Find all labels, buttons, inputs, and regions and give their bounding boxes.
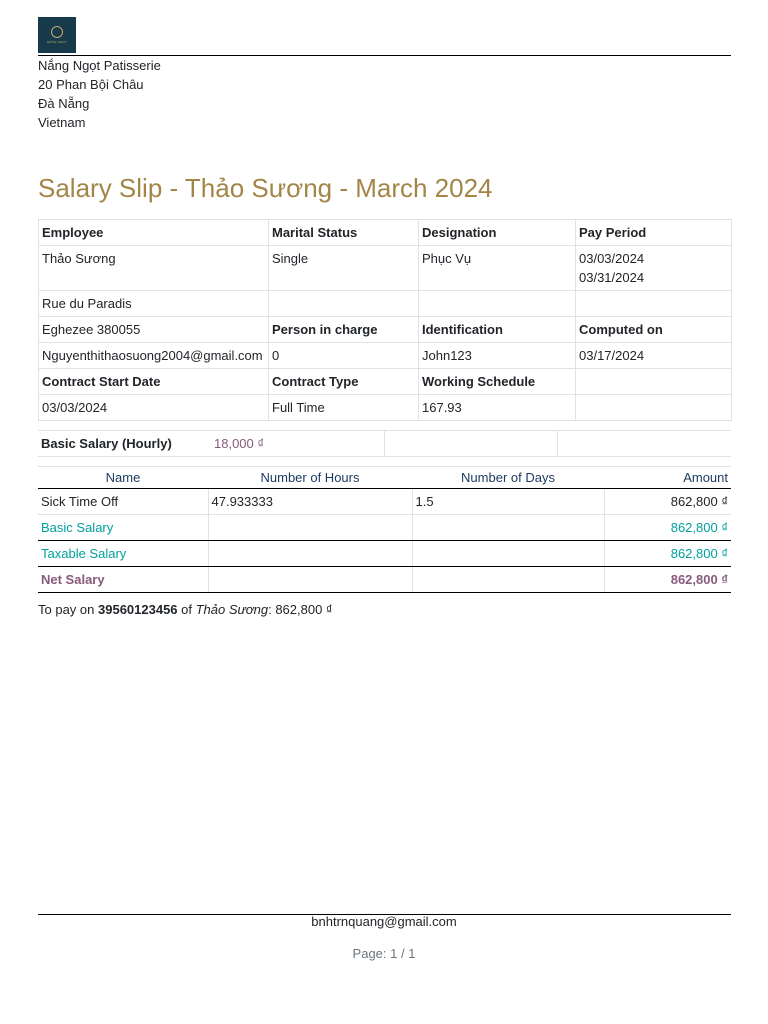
logo-text: NẮNG NGỌT [47, 40, 67, 44]
empty-cell [557, 431, 731, 457]
line-hours [208, 515, 412, 541]
salary-line-basic-salary [38, 515, 731, 541]
working-schedule-label: Working Schedule [419, 369, 576, 395]
line-days [412, 567, 604, 593]
info-row [39, 246, 732, 291]
computed-on-value: 03/17/2024 [576, 343, 732, 369]
salary-line-taxable-salary [38, 541, 731, 567]
employee-city: Eghezee 380055 [39, 317, 269, 343]
employee-label: Employee [39, 220, 269, 246]
line-amount: 862,800 ₫ [604, 567, 731, 593]
pay-period-label: Pay Period [576, 220, 732, 246]
empty-cell [384, 431, 557, 457]
line-amount: 862,800 ₫ [604, 541, 731, 567]
empty-cell [576, 395, 732, 421]
column-header-days: Number of Days [412, 467, 604, 489]
info-row [39, 395, 732, 421]
to-pay-prefix: To pay on [38, 602, 98, 617]
company-logo [38, 17, 76, 53]
company-city: Đà Nẵng [38, 96, 90, 111]
to-pay-amount: 862,800 ₫ [275, 602, 333, 617]
basic-salary-label: Basic Salary (Hourly) [38, 431, 211, 457]
line-hours [208, 567, 412, 593]
contract-start-value: 03/03/2024 [39, 395, 269, 421]
person-in-charge-label: Person in charge [269, 317, 419, 343]
employee-street: Rue du Paradis [39, 291, 269, 317]
info-row [39, 317, 732, 343]
line-name: Taxable Salary [38, 541, 208, 567]
salary-lines-table [38, 466, 731, 593]
to-pay-sep: : [268, 602, 276, 617]
pay-period-value [576, 246, 732, 291]
column-header-hours: Number of Hours [208, 467, 412, 489]
identification-label: Identification [419, 317, 576, 343]
empty-cell [576, 291, 732, 317]
contract-start-label: Contract Start Date [39, 369, 269, 395]
salary-line-sick-time-off [38, 489, 731, 515]
empty-cell [576, 369, 732, 395]
column-header-name: Name [38, 467, 208, 489]
company-name: Nắng Ngọt Patisserie [38, 58, 161, 73]
info-row [39, 343, 732, 369]
line-amount: 862,800 ₫ [604, 515, 731, 541]
line-amount: 862,800 ₫ [604, 489, 731, 515]
to-pay-of: of [177, 602, 196, 617]
basic-salary-row [38, 431, 731, 457]
contract-type-label: Contract Type [269, 369, 419, 395]
to-pay-line [38, 602, 333, 617]
person-in-charge-value: 0 [269, 343, 419, 369]
page-number: Page: 1 / 1 [352, 946, 416, 961]
pay-period-start: 03/03/2024 [579, 251, 645, 266]
to-pay-employee: Thảo Sương [195, 602, 269, 617]
company-street: 20 Phan Bội Châu [38, 77, 144, 92]
line-name: Basic Salary [38, 515, 208, 541]
working-schedule-value: 167.93 [419, 395, 576, 421]
line-days: 1.5 [412, 489, 604, 515]
empty-cell [419, 291, 576, 317]
bank-account-number: 39560123456 [98, 602, 178, 617]
line-days [412, 515, 604, 541]
line-hours [208, 541, 412, 567]
info-row [39, 369, 732, 395]
line-days [412, 541, 604, 567]
employee-name: Thảo Sương [39, 246, 269, 291]
company-address [38, 56, 161, 132]
page-title: Salary Slip - Thảo Sương - March 2024 [38, 173, 493, 203]
line-hours: 47.933333 [208, 489, 412, 515]
pay-period-end: 03/31/2024 [579, 270, 645, 285]
info-row [39, 220, 732, 246]
designation-value: Phục Vụ [419, 246, 576, 291]
info-row [39, 291, 732, 317]
line-name: Net Salary [38, 567, 208, 593]
logo-mark-icon [49, 24, 66, 41]
designation-label: Designation [419, 220, 576, 246]
basic-salary-value: 18,000 ₫ [211, 431, 384, 457]
computed-on-label: Computed on [576, 317, 732, 343]
marital-status-value: Single [269, 246, 419, 291]
line-name: Sick Time Off [38, 489, 208, 515]
contract-type-value: Full Time [269, 395, 419, 421]
salary-line-net-salary [38, 567, 731, 593]
basic-salary-table [38, 430, 731, 457]
identification-value: John123 [419, 343, 576, 369]
employee-email: Nguyenthithaosuong2004@gmail.com [39, 343, 269, 369]
company-country: Vietnam [38, 115, 86, 130]
footer-email: bnhtrnquang@gmail.com [311, 914, 457, 929]
column-header-amount: Amount [604, 467, 731, 489]
salary-lines-header [38, 467, 731, 489]
employee-info-table [38, 219, 732, 421]
empty-cell [269, 291, 419, 317]
marital-status-label: Marital Status [269, 220, 419, 246]
